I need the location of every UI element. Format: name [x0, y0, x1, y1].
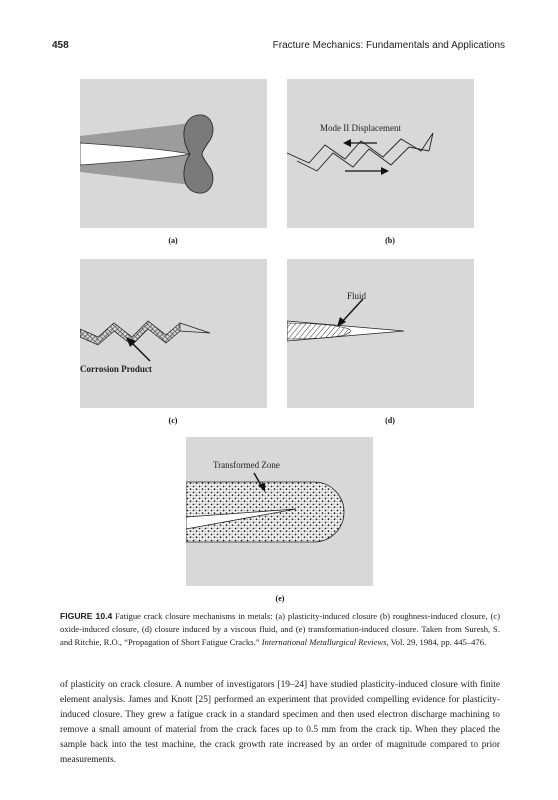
fluid-closure-diagram	[287, 259, 474, 408]
page-header	[52, 40, 505, 56]
crack-extension	[180, 323, 210, 333]
fluid-label: Fluid	[347, 291, 367, 301]
figure-panel-e	[186, 437, 373, 586]
figure-panel-a	[80, 79, 267, 228]
panel-a-label: (a)	[168, 236, 178, 245]
fluid-arrow	[337, 299, 363, 327]
caption-citation-end: , Vol. 29, 1984, pp. 445–476.	[386, 637, 487, 648]
figure-panel-b	[287, 79, 474, 228]
panel-c-label: (c)	[168, 416, 178, 425]
left-arrow	[343, 139, 377, 147]
transformed-zone-label: Transformed Zone	[213, 460, 280, 470]
running-title: Fracture Mechanics: Fundamentals and Applications	[272, 40, 505, 51]
body-paragraph: of plasticity on crack closure. A number of investigators [19–24] have studied plasticity-induced closure with finite element analysis. James and Knott [25] performed an experiment that provided compelling evidence for plasticity-induced closure. They grew a fatigue crack in a standard specimen and then used electron discharge machining to remove a small amount of material from the crack faces up to 0.5 mm from the crack tip. When they placed the sample back into the test machine, the crack growth rate increased by an order of magnitude compared to prior measurements.	[60, 680, 500, 765]
caption-text: Fatigue crack closure mechanisms in metals: (a) plasticity-induced closure (b) roughness-induced closure, (c) oxide-induced closure, (d) closure induced by a viscous fluid, and (e) transformation-induced closure. Taken from Suresh, S. and Ritchie, R.O., “Propagation of Short Fatigue Cracks.”	[60, 611, 500, 648]
figure-panel-d	[287, 259, 474, 408]
right-arrow	[345, 167, 389, 175]
crack-lower-profile	[297, 147, 429, 171]
plasticity-closure-diagram	[80, 79, 267, 228]
page-number: 458	[52, 40, 69, 51]
oxide-closure-diagram	[80, 259, 267, 408]
panel-d-label: (d)	[385, 416, 395, 425]
panel-b-label: (b)	[385, 236, 395, 245]
panel-e-label: (e)	[275, 594, 285, 603]
corrosion-product-label: Corrosion Product	[80, 364, 152, 374]
corrosion-arrow	[126, 337, 150, 361]
figure-panel-c	[80, 259, 267, 408]
figure-caption	[60, 610, 500, 650]
mode-ii-displacement-label: Mode II Displacement	[320, 123, 401, 133]
caption-journal: International Metallurgical Reviews	[261, 637, 387, 648]
roughness-closure-diagram	[287, 79, 474, 228]
figure-number: FIGURE 10.4	[60, 611, 113, 621]
